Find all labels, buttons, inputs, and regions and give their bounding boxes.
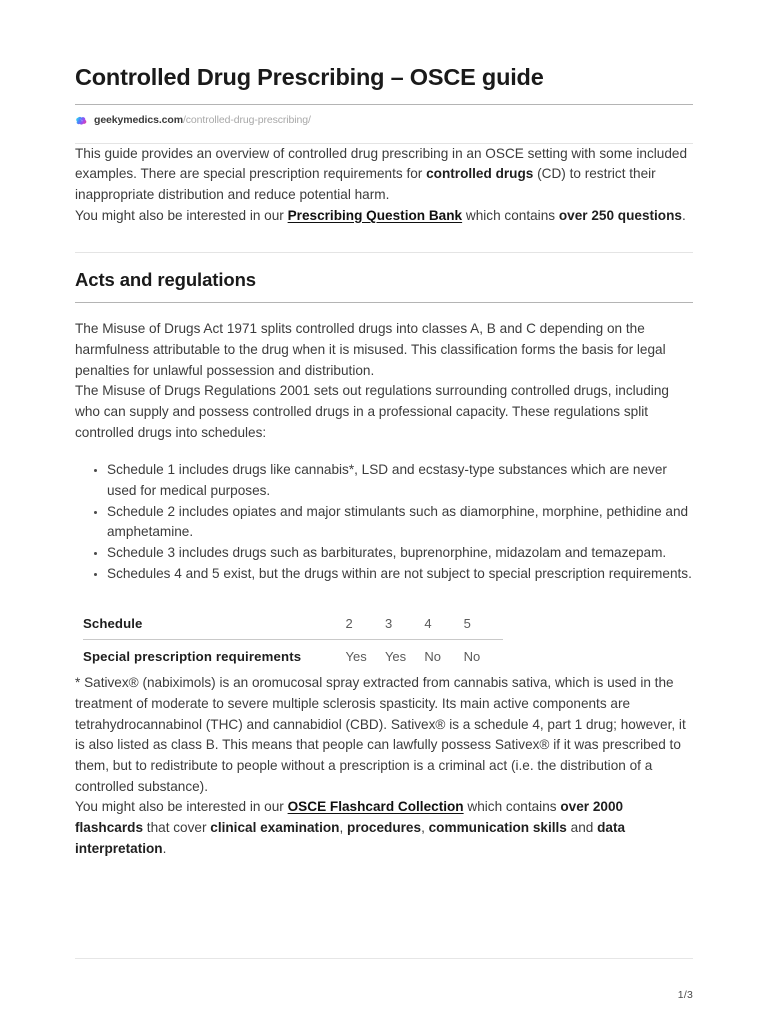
table-body [83,640,503,674]
table-head [83,607,503,640]
promo-bold-clinical-examination: clinical examination [210,819,340,835]
footer-divider [75,958,693,959]
promo-bold-data-interpretation: data interpretation [75,819,626,856]
promo-seg2: which contains [463,799,561,815]
promo-seg5: , [421,819,429,835]
promo-seg6: and [566,819,598,835]
intro-p2-seg3: . [681,207,686,223]
page-number: 1/3 [677,989,693,1001]
prescribing-question-bank-link[interactable]: Prescribing Question Bank [287,207,463,223]
table-cell-schedule-4: No [424,649,441,665]
list-item: Schedule 1 includes drugs like cannabis*, LSD and ecstasy-type substances which are never used for medical purposes. [107,460,693,501]
osce-flashcard-collection-link[interactable]: OSCE Flashcard Collection [287,799,464,815]
table-header-col-2: 2 [345,615,353,631]
promo-seg4: , [339,819,348,835]
list-item: Schedules 4 and 5 exist, but the drugs within are not subject to special prescription requirements. [107,564,693,585]
promo-seg1: You might also be interested in our [75,799,288,815]
section-paragraph-2: The Misuse of Drugs Regulations 2001 sets out regulations surrounding controlled drugs, including who can supply and possess controlled drugs in a professional capacity. These regulations split controlled drugs into schedules: [75,383,669,440]
section-heading-divider [75,302,693,303]
section-heading-acts-and-regulations: Acts and regulations [75,269,256,291]
acts-and-regulations-section [75,252,693,859]
intro-p2-bold-over-250-questions: over 250 questions [558,207,682,223]
page-content [75,0,693,859]
table-header-col-3: 3 [384,615,393,631]
table-row [83,640,503,674]
source-path: /controlled-drug-prescribing/ [182,113,311,126]
promo-bold-over-2000-flashcards: over 2000 flashcards [75,799,624,835]
intro-p2-seg1: You might also be interested in our [75,207,288,223]
promo-bold-procedures: procedures [347,819,422,835]
source-domain: geekymedics.com [94,113,183,126]
intro-p1-bold-controlled-drugs: controlled drugs [426,166,534,182]
page-title: Controlled Drug Prescribing – OSCE guide [75,64,544,90]
list-item: Schedule 3 includes drugs such as barbiturates, buprenorphine, midazolam and temazepam. [107,543,693,564]
section-paragraph-1: The Misuse of Drugs Act 1971 splits controlled drugs into classes A, B and C depending on the harmfulness attributable to the drug when it is misused. This classification forms the basis for legal penalties for unlawful possession and distribution. [75,321,666,378]
schedule-requirements-table [83,607,503,673]
intro-p1-seg2: (CD) to restrict their inappropriate distribution and reduce potential harm. [75,166,656,202]
table-header-col-5: 5 [463,615,471,631]
intro-p1-seg1: This guide provides an overview of controlled drug prescribing in an OSCE setting with some included examples. There are special prescription requirements for [75,145,688,182]
table-header-col-4: 4 [424,615,432,631]
promo-bold-communication-skills: communication skills [428,819,567,835]
sativex-footnote: * Sativex® (nabiximols) is an oromucosal spray extracted from cannabis sativa, which is used in the treatment of moderate to severe multiple sclerosis spasticity. Its main active components are tetrahydrocannabinol (THC) and cannabidiol (CBD). Sativex® is a schedule 4, part 1 drug; however, it is also listed as class B. This means that people can lawfully possess Sativex® if it was prescribed to them, but to redistribute to people without a prescription is a criminal act (i.e. the distribution of a controlled substance). [75,675,686,794]
flashcard-promo-paragraph [75,797,693,859]
promo-seg7: . [162,840,167,856]
promo-seg3: that cover [143,819,211,835]
intro-p2-seg2: which contains [462,207,559,223]
table-cell-schedule-3: Yes [384,649,407,665]
table-header-row [83,607,503,640]
source-url-line[interactable] [75,105,693,127]
table-cell-schedule-2: Yes [345,649,367,665]
intro-paragraph-2 [75,206,693,227]
intro-paragraph-1 [75,144,693,206]
list-item: Schedule 2 includes opiates and major stimulants such as diamorphine, morphine, pethidine and amphetamine. [107,502,693,543]
table-row-label-special-prescription-requirements: Special prescription requirements [83,649,302,665]
schedules-bullet-list [75,460,693,584]
table-cell-schedule-5: No [463,649,481,665]
table-header-schedule: Schedule [83,615,143,631]
geekymedics-brain-icon [75,114,88,127]
